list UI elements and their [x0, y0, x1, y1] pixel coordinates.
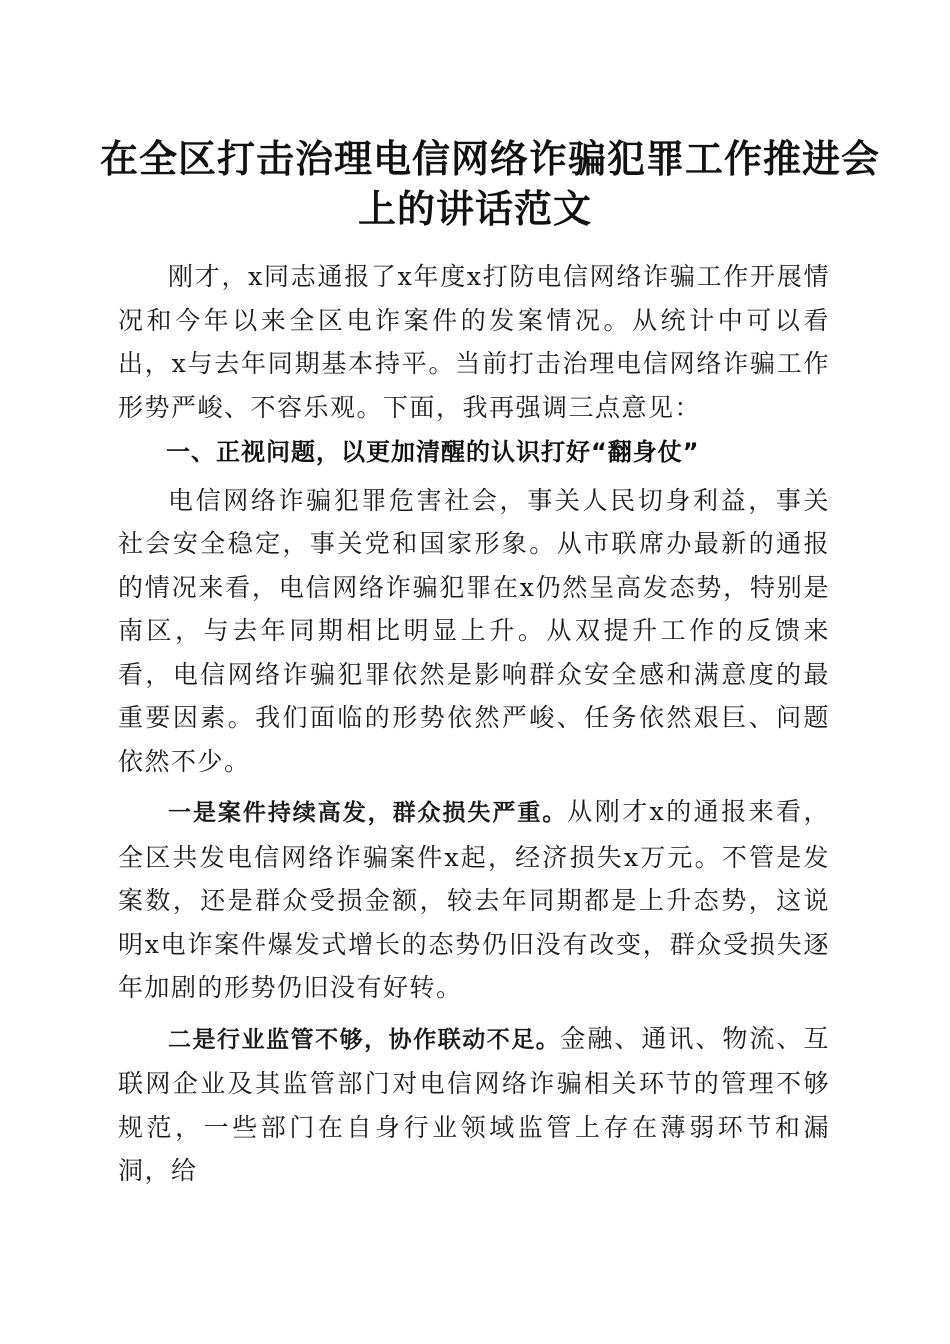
- title-line-2: 上的讲话范文: [357, 186, 592, 231]
- paragraph-intro: 刚才，x同志通报了x年度x打防电信网络诈骗工作开展情况和今年以来全区电诈案件的发案情况。从统计中可以看出，x与去年同期基本持平。当前打击治理电信网络诈骗工作形势严峻、不容乐观。下面，我再强调三点意见：: [118, 262, 830, 422]
- page-title: [100, 134, 881, 234]
- paragraph-point-1: [118, 790, 830, 1010]
- paragraph-spacer: [118, 783, 830, 790]
- paragraph-spacer: [118, 1010, 830, 1017]
- title-line-1: 在全区打击治理电信网络诈骗犯罪工作推进会: [100, 136, 881, 181]
- document-body: [118, 255, 830, 1193]
- paragraph-situation: 电信网络诈骗犯罪危害社会，事关人民切身利益，事关社会安全稳定，事关党和国家形象。从市联席办最新的通报的情况来看，电信网络诈骗犯罪在x仍然呈高发态势，特别是南区，与去年同期相比明显上升。从双提升工作的反馈来看，电信网络诈骗犯罪依然是影响群众安全感和满意度的最重要因素。我们面临的形势依然严峻、任务依然艰巨、问题依然不少。: [118, 485, 830, 776]
- section-heading-1: 一、正视问题，以更加清醒的认识打好“翻身仗”: [166, 438, 700, 466]
- point-1-text: 从刚才x的通报来看，全区共发电信网络诈骗案件x起，经济损失x万元。不管是发案数，还是群众受损金额，较去年同期都是上升态势，这说明x电诈案件爆发式增长的态势仍旧没有改变，群众受损失逐年加剧的形势仍旧没有好转。: [118, 797, 830, 1002]
- paragraph-point-2: [118, 1017, 830, 1193]
- point-2-lead: 二是行业监管不够，协作联动不足。: [168, 1026, 561, 1053]
- point-2-text: 金融、通讯、物流、互联网企业及其监管部门对电信网络诈骗相关环节的管理不够规范，一些部门在自身行业领域监管上存在薄弱环节和漏洞，给: [118, 1023, 830, 1185]
- point-1-lead: 一是案件持续高发，群众损失严重。: [168, 800, 568, 826]
